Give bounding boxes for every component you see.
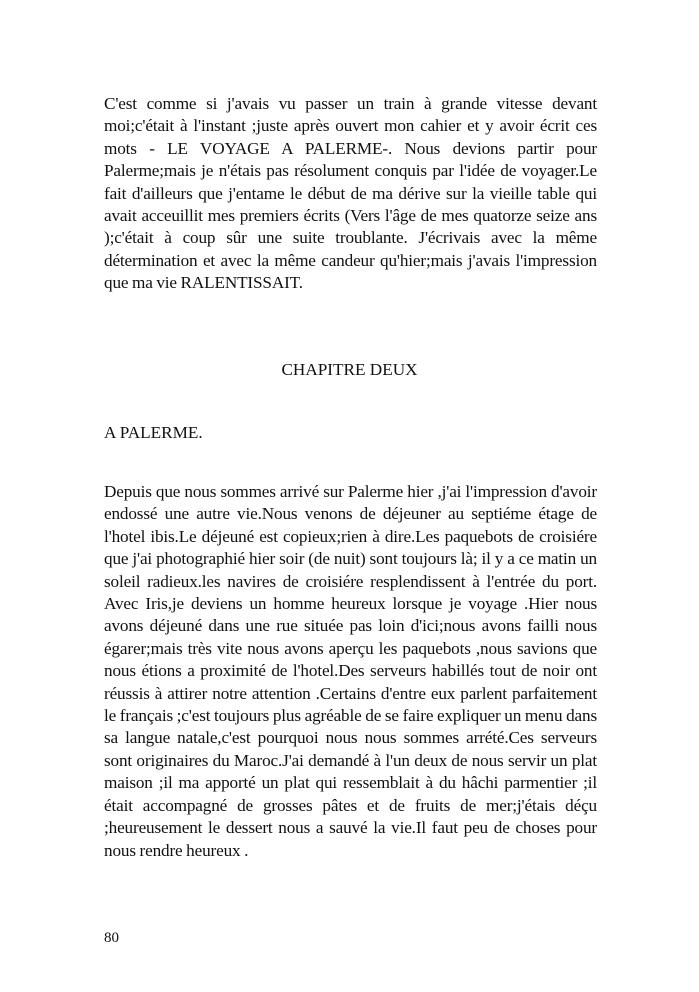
palermo-paragraph: Depuis que nous sommes arrivé sur Palerme hier ,j'ai l'impression d'avoir endossé une autre vie.Nous venons de déjeuner au septiéme étage de l'hotel ibis.Le déjeuné est copieux;rien à dire.Les paquebots de croisiére que j'ai photographié hier soir (de nuit) sont toujours là; il y a ce matin un soleil radieux.les navires de croisiére resplendissent à l'entrée du port. Avec Iris,je deviens un homme heureux lorsque je voyage .Hier nous avons déjeuné dans une rue située pas loin d'ici;nous avons failli nous égarer;mais très vite nous avons aperçu les paquebots ,nous savions que nous étions a proximité de l'hotel.Des serveurs habillés tout de noir ont réussis à attirer notre attention .Certains d'entre eux parlent parfaitement le français ;c'est toujours plus agréable de se faire expliquer un menu dans sa langue natale,c'est pourquoi nous nous sommes arrété.Ces serveurs sont originaires du Maroc.J'ai demandé à l'un deux de nous servir un plat maison ;il ma apporté un plat qui ressemblait à du hâchi parmentier ;il était accompagné de grosses pâtes et de fruits de mer;j'étais déçu ;heureusement le dessert nous a sauvé la vie.Il faut peu de choses pour nous rendre heureux . (104, 482, 597, 860)
chapter-title: CHAPITRE DEUX (281, 360, 418, 379)
opening-paragraph: C'est comme si j'avais vu passer un train à grande vitesse devant moi;c'était à l'instant ;juste après ouvert mon cahier et y avoir écrit ces mots - LE VOYAGE A PALERME-. Nous devions partir pour Palerme;mais je n'étais pas résolument conquis par l'idée de voyager.Le fait d'ailleurs que j'entame le début de ma dérive sur la vieille table qui avait acceuillit mes premiers écrits (Vers l'âge de mes quatorze seize ans );c'était à coup sûr une suite troublante. J'écrivais avec la même détermination et avec la même candeur qu'hier;mais j'avais l'impression que ma vie RALENTISSAIT. (104, 94, 597, 293)
section-title: A PALERME. (104, 423, 203, 442)
page-number: 80 (104, 930, 119, 946)
